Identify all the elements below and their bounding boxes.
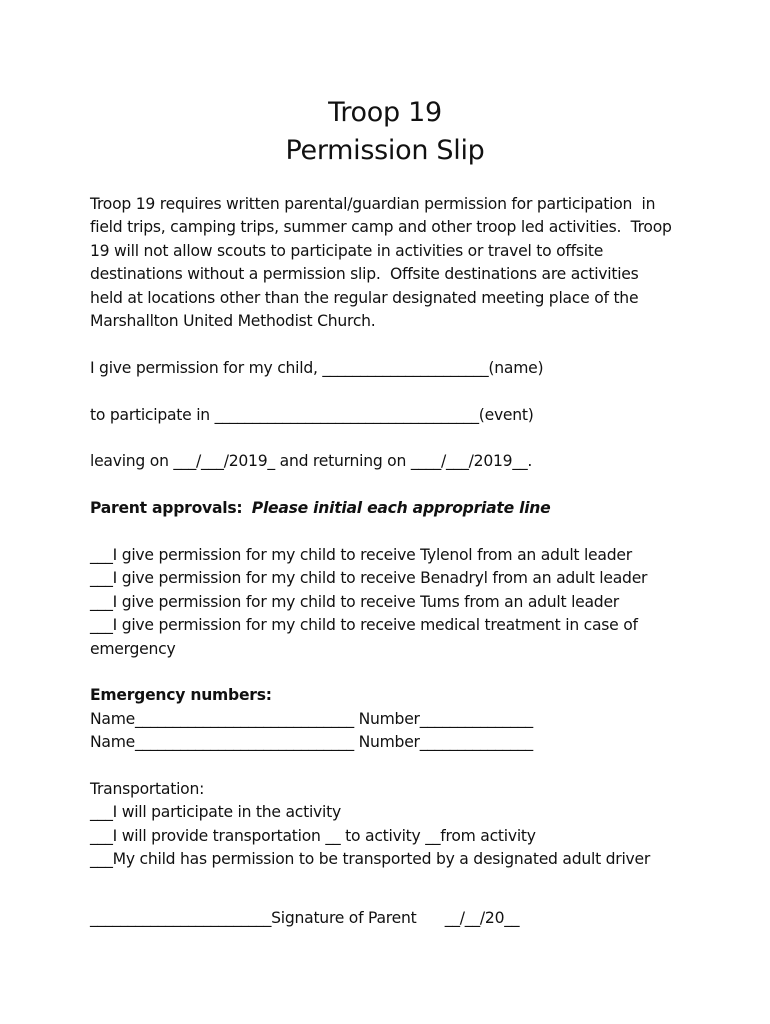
approvals-heading: Parent approvals: (90, 499, 243, 518)
intro-line: destinations without a permission slip. Offsite destinations are activities (90, 265, 639, 284)
signature-line: ________________________Signature of Parent __/__/20__ (90, 909, 520, 928)
approval-item-medical-cont: emergency (90, 639, 176, 658)
document-body (90, 193, 700, 930)
intro-paragraph (90, 193, 700, 333)
spacer (90, 380, 700, 403)
intro-line: Troop 19 requires written parental/guardian permission for participation in (90, 195, 656, 213)
spacer (90, 661, 700, 684)
emergency-row: Name_____________________________ Number_______________ (90, 709, 533, 728)
spacer (90, 755, 700, 778)
title-permission-slip: Permission Slip (285, 135, 485, 166)
approval-item-tylenol: ___I give permission for my child to receive Tylenol from an adult leader (90, 546, 632, 565)
approval-item-benadryl: ___I give permission for my child to receive Benadryl from an adult leader (90, 569, 648, 588)
child-name-line: I give permission for my child, ______________________(name) (90, 358, 544, 377)
spacer (90, 521, 700, 544)
emergency-row: Name_____________________________ Number_______________ (90, 733, 533, 752)
transportation-heading: Transportation: (90, 780, 205, 799)
intro-line: held at locations other than the regular designated meeting place of the (90, 288, 639, 307)
document-title (0, 94, 770, 170)
approval-item-medical: ___I give permission for my child to receive medical treatment in case of (90, 616, 638, 635)
dates-line: leaving on ___/___/2019_ and returning on ____/___/2019__. (90, 452, 533, 471)
spacer (90, 872, 700, 895)
transport-item-driver: ___My child has permission to be transported by a designated adult driver (90, 850, 651, 869)
spacer (90, 333, 700, 356)
approvals-heading-line (90, 497, 700, 520)
emergency-heading: Emergency numbers: (90, 686, 272, 705)
title-troop: Troop 19 (328, 97, 442, 128)
transport-item-provide: ___I will provide transportation __ to activity __from activity (90, 826, 536, 845)
approvals-instruction: Please initial each appropriate line (251, 499, 551, 518)
event-line: to participate in ___________________________________(event) (90, 405, 534, 424)
approval-item-tums: ___I give permission for my child to receive Tums from an adult leader (90, 592, 619, 611)
approvals-list (90, 544, 700, 661)
intro-line: field trips, camping trips, summer camp and other troop led activities. Troop (90, 218, 672, 237)
spacer (90, 474, 700, 497)
spacer (90, 427, 700, 450)
intro-line: Marshallton United Methodist Church. (90, 312, 376, 331)
transport-item-participate: ___I will participate in the activity (90, 803, 341, 822)
intro-line: 19 will not allow scouts to participate in activities or travel to offsite (90, 241, 604, 260)
